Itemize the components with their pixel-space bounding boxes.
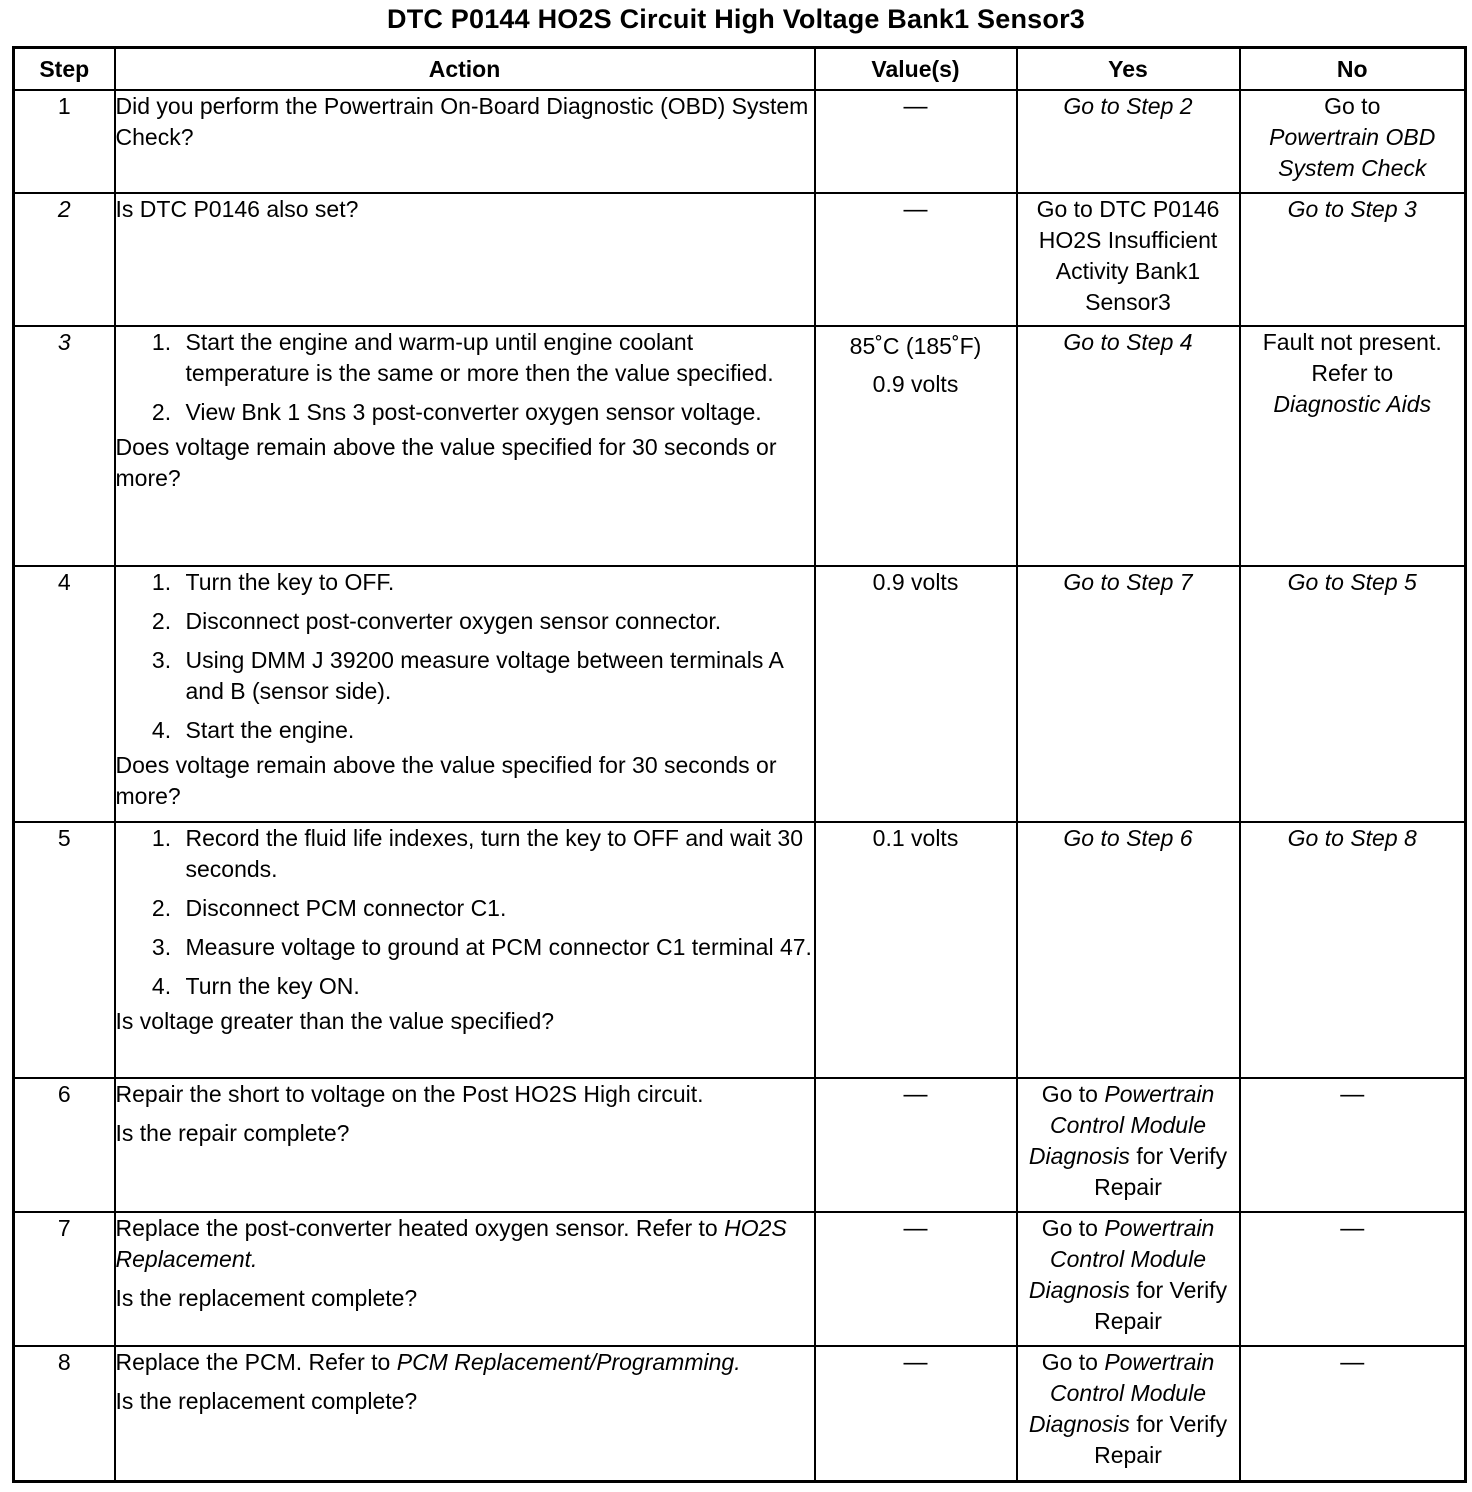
value-text: — bbox=[903, 93, 928, 120]
no-cell bbox=[1240, 1212, 1466, 1346]
header-row bbox=[14, 48, 1466, 91]
diagnostic-table bbox=[12, 46, 1467, 1483]
yes-link[interactable]: Go to Step 7 bbox=[1063, 569, 1193, 595]
yes-prefix: Go to bbox=[1041, 1081, 1098, 1107]
no-cell bbox=[1240, 1346, 1466, 1481]
action-step-item: 2. View Bnk 1 Sns 3 post-converter oxygen sensor voltage. bbox=[178, 397, 814, 428]
yes-cell bbox=[1017, 1346, 1240, 1481]
yes-link[interactable]: Powertrain Control Module Diagnosis bbox=[1028, 1081, 1215, 1169]
no-cell bbox=[1240, 1078, 1466, 1212]
table-row bbox=[14, 326, 1466, 566]
header-yes: Yes bbox=[1017, 48, 1240, 91]
action-text-plain: Replace the post-converter heated oxygen sensor. Refer to bbox=[115, 1215, 718, 1241]
action-step-item: 4. Turn the key ON. bbox=[178, 971, 814, 1002]
table-row bbox=[14, 822, 1466, 1078]
yes-cell bbox=[1017, 566, 1240, 822]
step-number: 4 bbox=[14, 566, 115, 822]
action-step-item: 3. Measure voltage to ground at PCM connector C1 terminal 47. bbox=[178, 932, 814, 963]
yes-link[interactable]: Powertrain Control Module Diagnosis bbox=[1028, 1349, 1215, 1437]
step-number: 2 bbox=[14, 193, 115, 326]
action-question: Is the replacement complete? bbox=[115, 1388, 418, 1414]
no-text: — bbox=[1340, 1349, 1365, 1376]
header-step: Step bbox=[14, 48, 115, 91]
action-text bbox=[116, 1213, 814, 1275]
table-row bbox=[14, 90, 1466, 193]
action-step-item: 1. Start the engine and warm-up until engine coolant temperature is the same or more then the value specified. bbox=[178, 327, 814, 389]
action-cell bbox=[115, 1078, 815, 1212]
action-cell bbox=[115, 566, 815, 822]
no-link[interactable]: Diagnostic Aids bbox=[1273, 391, 1432, 417]
action-step-item: 1. Record the fluid life indexes, turn the key to OFF and wait 30 seconds. bbox=[178, 823, 814, 885]
no-link[interactable]: Go to Step 3 bbox=[1287, 196, 1417, 222]
header-no: No bbox=[1240, 48, 1466, 91]
value-cell bbox=[815, 1346, 1017, 1481]
action-text: Did you perform the Powertrain On-Board Diagnostic (OBD) System Check? bbox=[115, 93, 809, 150]
action-text-plain: Replace the PCM. Refer to bbox=[115, 1349, 391, 1375]
action-text: Is DTC P0146 also set? bbox=[115, 196, 359, 222]
value-cell bbox=[815, 326, 1017, 566]
yes-link[interactable]: Go to Step 6 bbox=[1063, 825, 1193, 851]
table-row bbox=[14, 193, 1466, 326]
no-link[interactable]: Powertrain OBD System Check bbox=[1269, 124, 1436, 181]
yes-suffix: for Verify Repair bbox=[1094, 1277, 1228, 1334]
value-text: — bbox=[903, 196, 928, 223]
action-steps bbox=[116, 823, 814, 1002]
yes-suffix: for Verify Repair bbox=[1094, 1411, 1228, 1468]
action-cell bbox=[115, 193, 815, 326]
yes-cell bbox=[1017, 1078, 1240, 1212]
action-cell bbox=[115, 1212, 815, 1346]
header-values: Value(s) bbox=[815, 48, 1017, 91]
yes-cell bbox=[1017, 90, 1240, 193]
action-reference-link[interactable]: PCM Replacement/Programming. bbox=[396, 1349, 741, 1375]
value-cell bbox=[815, 1212, 1017, 1346]
action-cell bbox=[115, 1346, 815, 1481]
no-prefix: Fault not present. Refer to bbox=[1262, 329, 1442, 386]
table-row bbox=[14, 1212, 1466, 1346]
yes-cell bbox=[1017, 326, 1240, 566]
table-row bbox=[14, 1078, 1466, 1212]
no-cell bbox=[1240, 326, 1466, 566]
action-text: Repair the short to voltage on the Post HO2S High circuit. bbox=[115, 1081, 704, 1107]
action-steps bbox=[116, 327, 814, 428]
header-action: Action bbox=[115, 48, 815, 91]
action-cell bbox=[115, 822, 815, 1078]
action-step-item: 3. Using DMM J 39200 measure voltage between terminals A and B (sensor side). bbox=[178, 645, 814, 707]
yes-link[interactable]: Powertrain Control Module Diagnosis bbox=[1028, 1215, 1215, 1303]
no-link[interactable]: Go to Step 8 bbox=[1287, 825, 1417, 851]
yes-suffix: for Verify Repair bbox=[1094, 1143, 1228, 1200]
no-text: — bbox=[1340, 1081, 1365, 1108]
action-question: Is the repair complete? bbox=[115, 1120, 350, 1146]
yes-link[interactable]: Go to Step 4 bbox=[1063, 329, 1193, 355]
value-text: 0.9 volts bbox=[872, 569, 959, 595]
yes-cell bbox=[1017, 193, 1240, 326]
value-cell bbox=[815, 566, 1017, 822]
action-cell bbox=[115, 326, 815, 566]
value-text: — bbox=[903, 1349, 928, 1376]
action-cell bbox=[115, 90, 815, 193]
yes-prefix: Go to bbox=[1041, 1215, 1098, 1241]
value-temperature: 85˚C (185˚F) bbox=[849, 333, 982, 359]
action-step-item: 2. Disconnect PCM connector C1. bbox=[178, 893, 814, 924]
value-text: 0.1 volts bbox=[872, 825, 959, 851]
action-reference-link[interactable]: HO2S Replacement. bbox=[115, 1215, 787, 1272]
value-cell bbox=[815, 822, 1017, 1078]
action-step-item: 2. Disconnect post-converter oxygen sensor connector. bbox=[178, 606, 814, 637]
value-voltage: 0.9 volts bbox=[872, 371, 959, 397]
step-number: 6 bbox=[14, 1078, 115, 1212]
value-cell bbox=[815, 90, 1017, 193]
no-cell bbox=[1240, 193, 1466, 326]
value-text: — bbox=[903, 1081, 928, 1108]
yes-link[interactable]: Go to DTC P0146 HO2S Insufficient Activity Bank1 Sensor3 bbox=[1036, 196, 1220, 315]
action-steps bbox=[116, 567, 814, 746]
value-text: — bbox=[903, 1215, 928, 1242]
value-cell bbox=[815, 1078, 1017, 1212]
no-text: — bbox=[1340, 1215, 1365, 1242]
step-number: 5 bbox=[14, 822, 115, 1078]
no-cell bbox=[1240, 822, 1466, 1078]
action-question: Is the replacement complete? bbox=[115, 1285, 418, 1311]
step-number: 8 bbox=[14, 1346, 115, 1481]
step-number: 1 bbox=[14, 90, 115, 193]
table-row bbox=[14, 566, 1466, 822]
yes-link[interactable]: Go to Step 2 bbox=[1063, 93, 1193, 119]
step-number: 3 bbox=[14, 326, 115, 566]
action-question: Does voltage remain above the value specified for 30 seconds or more? bbox=[115, 752, 777, 809]
step-number: 7 bbox=[14, 1212, 115, 1346]
page-title: DTC P0144 HO2S Circuit High Voltage Bank1 Sensor3 bbox=[387, 4, 1085, 34]
yes-cell bbox=[1017, 822, 1240, 1078]
no-link[interactable]: Go to Step 5 bbox=[1287, 569, 1417, 595]
action-question: Does voltage remain above the value specified for 30 seconds or more? bbox=[115, 434, 777, 491]
no-cell bbox=[1240, 566, 1466, 822]
action-step-item: 1. Turn the key to OFF. bbox=[178, 567, 814, 598]
no-prefix: Go to bbox=[1324, 93, 1381, 119]
value-cell bbox=[815, 193, 1017, 326]
table-row bbox=[14, 1346, 1466, 1481]
action-step-item: 4. Start the engine. bbox=[178, 715, 814, 746]
yes-cell bbox=[1017, 1212, 1240, 1346]
action-question: Is voltage greater than the value specified? bbox=[115, 1008, 555, 1034]
no-cell bbox=[1240, 90, 1466, 193]
yes-prefix: Go to bbox=[1041, 1349, 1098, 1375]
action-text bbox=[116, 1347, 814, 1378]
